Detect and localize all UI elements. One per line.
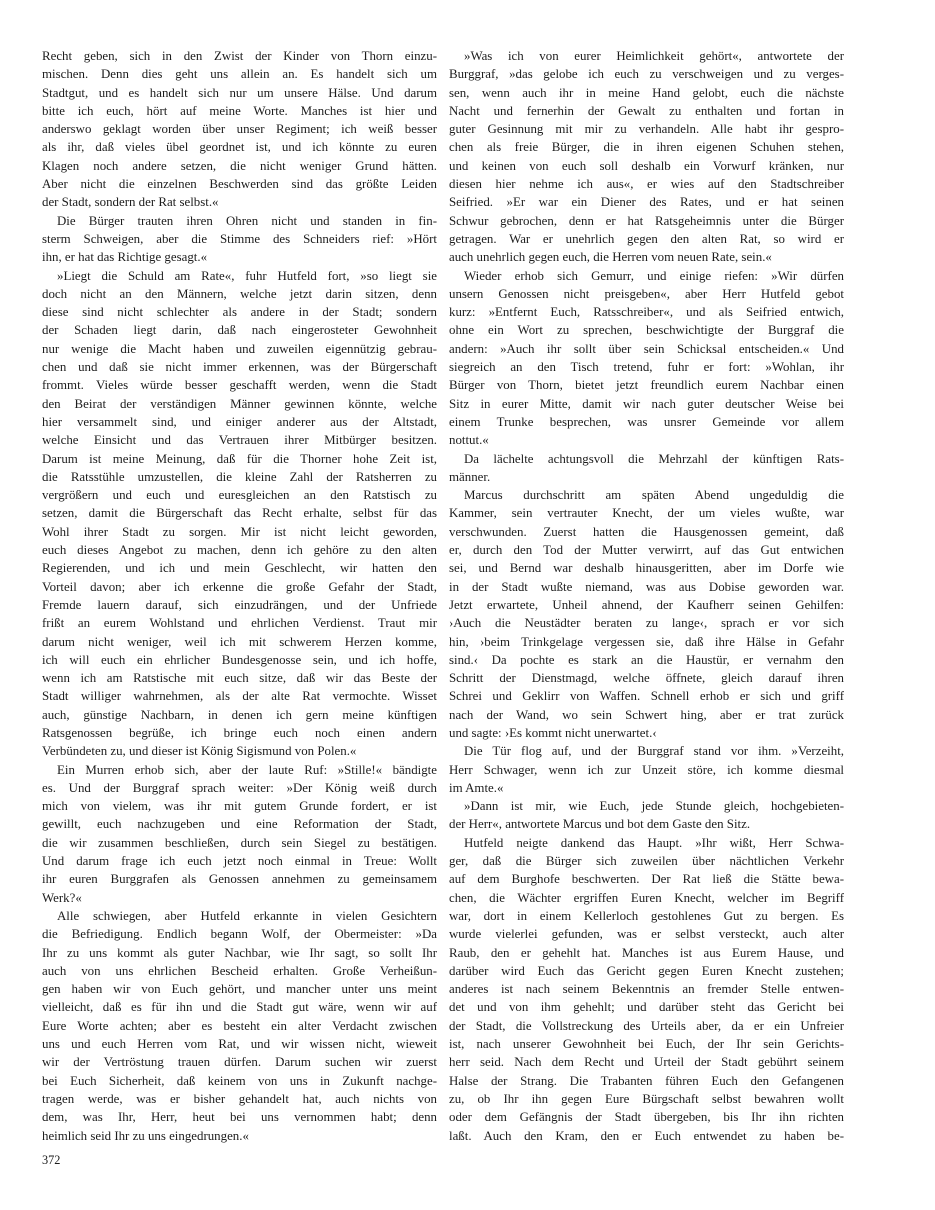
paragraph (42, 267, 437, 761)
text-line: Recht geben, sich in den Zwist der Kinder von Thorn einzu- (42, 49, 437, 63)
paragraph (449, 797, 844, 834)
text-block (42, 47, 844, 1145)
text-line: er, durch den Tod der Mutter verwirrt, auf das Gut entwichen (449, 543, 844, 558)
text-line: es. Und der Burggraf sprach weiter: »Der König weiß durch (42, 780, 437, 795)
text-line: hier versammelt sind, und einiger anderer aus der Altstadt, (42, 414, 437, 429)
text-line: Herr Schwager, wenn ich zur Unzeit störe, ich komme diesmal (449, 762, 844, 777)
text-line: Nacht und fernerhin der Gewalt zu enthalten und fortan in (449, 103, 844, 118)
text-line: der Schaden liegt darin, daß nach eingerosteter Gewohnheit (42, 323, 437, 338)
text-column-left (42, 47, 437, 1145)
text-line: ich will euch ein ehrlicher Bundesgenosse sein, und ich hoffe, (42, 652, 437, 667)
text-line: der Stadt, die Vollstreckung des Urteils aber, da er ein Unfreier (449, 1018, 844, 1033)
text-line: bei Euch Sicherheit, daß keinem von uns in Zukunft nachge- (42, 1073, 437, 1088)
text-line: auch, günstige Nachbarn, in denen ich gern meine künftigen (42, 707, 437, 722)
text-line: Werk?« (42, 890, 82, 905)
text-line: sen, wenn auch ihr in meine Hand gelobt, euch die nächste (449, 85, 844, 100)
text-line: Marcus durchschritt am späten Abend ungeduldig die (464, 488, 844, 503)
text-line: Alle schwiegen, aber Hutfeld erkannte in vielen Gesichtern (57, 908, 437, 923)
text-line: Jetzt erwartete, Unheil ahnend, der Kaufherr seinen Gehilfen: (449, 597, 844, 612)
paragraph (42, 761, 437, 907)
text-line: ihr euren Burggrafen als Genossen annehmen zu gemeinsamem (42, 872, 437, 887)
text-line: vergrößern und euch und euresgleichen an den Ratstisch zu (42, 488, 437, 503)
text-line: einem Trunke besprechen, was unsrer Gemeinde vor allem (449, 414, 844, 429)
text-line: bitte ich euch, hört auf meine Worte. Manches ist hier und (42, 103, 437, 118)
text-line: unsern Genossen nicht preisgeben«, aber Herr Hutfeld gebot (449, 286, 844, 301)
text-line: Ein Murren erhob sich, aber der laute Ruf: »Stille!« bändigte (57, 762, 437, 777)
text-line: kurz: »Entfernt Euch, Ratsschreiber«, und als Seifried entwich, (449, 305, 844, 320)
text-line: Klagen noch andere setzen, die nicht weniger Grund hätten. (42, 158, 437, 173)
text-line: Wieder erhob sich Gemurr, und einige riefen: »Wir dürfen (464, 268, 844, 283)
text-line: tragen werde, was er bisher gehandelt hat, auch nichts von (42, 1091, 437, 1106)
text-line: ihn, er hat das Richtige gesagt.« (42, 250, 208, 265)
paragraph (449, 486, 844, 742)
text-line: dem, was Ihr, Herr, heut bei uns vernommen habt; denn (42, 1110, 437, 1125)
text-line: ist, nach unserer Gewohnheit bei Euch, der Ihr sein Gerichts- (449, 1037, 844, 1052)
text-line: war, dort in einem Kellerloch gestohlenes Gut zu bergen. Es (449, 908, 844, 923)
text-line: hin, ›beim Trinkgelage vergessen sie, daß ihre Hälse in Gefahr (449, 634, 844, 649)
text-line: in der Stadt wußte niemand, was aus Dobise geworden war. (449, 579, 844, 594)
text-line: »Was ich von eurer Heimlichkeit gehört«, antwortete der (464, 49, 844, 63)
text-line: Ratsgenossen begrüße, ich bringe euch noch einen andern (42, 725, 437, 740)
text-line: doch nicht an den Männern, welche jetzt darin sitzen, denn (42, 286, 437, 301)
text-line: oder dem Gefängnis der Stadt übergeben, bis Ihr ihn richten (449, 1110, 844, 1125)
text-line: mich von vielem, was ihr mit gutem Grunde fordert, er ist (42, 799, 437, 814)
text-line: herr seid. Nach dem Recht und Urteil der Stadt gebührt seinem (449, 1055, 844, 1070)
text-line: wir der Vertröstung trauen dürfen. Darum suchen wir zuerst (42, 1055, 437, 1070)
text-line: Burggraf, »das gelobe ich euch zu verschweigen und zu verges- (449, 67, 844, 82)
text-line: verschwunden. Zuerst hatten die Hausgenossen gemeint, daß (449, 524, 844, 539)
text-line: Regierenden, und ich und mein Geschlecht, wir hatten den (42, 561, 437, 576)
text-line: zu, ob Ihr ihn gegen Eure Bürgschaft selbst bewahren wollt (449, 1091, 844, 1106)
text-line: nach der Wand, wo sein Schwert hing, aber er trat zurück (449, 707, 844, 722)
text-line: Wohl ihrer Stadt zu sorgen. Mir ist nicht leicht geworden, (42, 524, 437, 539)
text-line: Stadtgut, und es handelt sich nur um unsere Hälse. Und darum (42, 85, 437, 100)
text-line: gen haben wir von Euch gehört, und mancher unter uns meint (42, 982, 437, 997)
text-line: den Beirat der verständigen Männer gewinnen könnte, welche (42, 396, 437, 411)
text-line: ohne ein Wort zu sprechen, beschwichtigte der Burggraf die (449, 323, 844, 338)
text-line: diesen hier nehme ich aus«, er wies auf den Stadtschreiber (449, 177, 844, 192)
text-line: und keinen von euch soll deshalb ein Vorwurf kränken, nur (449, 158, 844, 173)
text-line: Aber nicht die einzelnen Beschwerden sind das größte Leiden (42, 177, 437, 192)
text-line: Schwur gebrochen, denn er hat Ratsgeheimnis unter die Bürger (449, 213, 844, 228)
text-line: Fremde lauern darauf, sich einzudrängen, und der Unfriede (42, 597, 437, 612)
text-line: euch dieses Angebot zu machen, denn ich gehöre zu den alten (42, 543, 437, 558)
text-line: auf dem Burghofe beschwerten. Der Rat ließ die Stätte bewa- (449, 872, 844, 887)
text-line: Die Bürger trauten ihren Ohren nicht und standen in fin- (57, 213, 437, 228)
paragraph (449, 47, 844, 267)
text-line: männer. (449, 469, 491, 484)
text-line: chen und daß sie nicht immer erkennen, was der Bürgerschaft (42, 360, 437, 375)
text-line: det und von ihm gehehlt; und darüber steht das Gericht bei (449, 1000, 844, 1015)
text-line: und sagte: ›Es kommt nicht unerwartet.‹ (449, 725, 657, 740)
text-line: wurde vielerlei gefunden, was er selbst versteckt, auch alter (449, 927, 844, 942)
page-number: 372 (42, 1153, 61, 1167)
text-line: Schrei und Geklirr von Waffen. Schnell erhob er sich und griff (449, 689, 844, 704)
text-line: wenn ich am Ratstische mit euch sitze, daß wir das Beste der (42, 671, 437, 686)
text-line: Kammer, sein vertrauter Knecht, der um vieles wußte, war (449, 506, 844, 521)
text-line: der Herr«, antwortete Marcus und bot dem Gaste den Sitz. (449, 817, 751, 832)
text-line: Bürger von Thorn, bietet jetzt freundlich eurem Nachbar einen (449, 378, 844, 393)
text-line: ›Auch die Neustädter beraten zu lange‹, sprach er vor sich (449, 616, 844, 631)
text-line: frißt an eurem Wohlstand und ehrlichen Verdienst. Traut mir (42, 616, 437, 631)
text-line: diese sind nicht schlechter als andere in der Stadt; sondern (42, 305, 437, 320)
text-line: frommt. Vieles würde besser geschafft werden, wenn die Stadt (42, 378, 437, 393)
text-line: Verbündeten zu, und dieser ist König Sigismund von Polen.« (42, 744, 357, 759)
text-line: heimlich seid Ihr zu uns eingedrungen.« (42, 1128, 249, 1143)
paragraph (449, 450, 844, 487)
text-line: sind.‹ Da pochte es stark an die Haustür, er vernahm den (449, 652, 844, 667)
text-line: chen als freie Bürger, die in ihren eigenen Schuhen stehen, (449, 140, 844, 155)
text-line: uns und euch Herren vom Rat, und wir wissen nicht, wieweit (42, 1037, 437, 1052)
text-line: als ihr, daß vieles übel geordnet ist, und ich könnte zu euren (42, 140, 437, 155)
text-line: mischen. Denn dies geht uns allein an. Es handelt sich um (42, 67, 437, 82)
text-column-right (449, 47, 844, 1145)
text-line: vielleicht, daß es für ihn und die Stadt gut wäre, wenn wir auf (42, 1000, 437, 1015)
text-line: »Liegt die Schuld am Rate«, fuhr Hutfeld fort, »so liegt sie (57, 268, 437, 283)
text-line: sterm Schweigen, aber die Stimme des Schneiders rief: »Hört (42, 231, 437, 246)
text-line: siegreich an den Tisch tretend, fuhr er fort: »Wohlan, ihr (449, 360, 844, 375)
text-line: Stadt williger wahrnehmen, als der alte Rat vermochte. Wisset (42, 689, 437, 704)
text-line: Sitz in eurer Mitte, damit wir nach guter deutscher Weise bei (449, 396, 844, 411)
text-line: Die Tür flog auf, und der Burggraf stand vor ihm. »Verzeiht, (464, 744, 844, 759)
paragraph (42, 212, 437, 267)
text-line: nottut.« (449, 433, 489, 448)
text-line: die Befriedigung. Endlich begann Wolf, der Obermeister: »Da (42, 927, 437, 942)
text-line: andern: »Auch ihr sollt über sein Schicksal entscheiden.« Und (449, 341, 844, 356)
text-line: setzen, damit die Bürgerschaft das Recht erhalte, selbst für das (42, 506, 437, 521)
text-line: die Ratsstühle umzustellen, die kleine Zahl der Ratsherren zu (42, 469, 437, 484)
text-line: Hutfeld neigte dankend das Haupt. »Ihr wißt, Herr Schwa- (464, 835, 844, 850)
paragraph (449, 742, 844, 797)
text-line: guter Gesinnung mit mir zu verhandeln. Alle habt ihr gespro- (449, 122, 844, 137)
text-line: nur wenige die Macht haben und zuweilen eigennützig gebrau- (42, 341, 437, 356)
text-line: ger, daß die Bürger sich zuweilen über nächtlichen Verkehr (449, 854, 844, 869)
text-line: Darum ist meine Meinung, daß für die Thorner hohe Zeit ist, (42, 451, 437, 466)
paragraph (449, 834, 844, 1145)
text-line: anderes ist nach seinem Bekenntnis an fremder Stelle entwen- (449, 982, 844, 997)
text-line: Schritt der Dienstmagd, welche öffnete, gleich darauf ihren (449, 671, 844, 686)
text-line: darüber wird Euch das Gericht gegen Euren Knecht zustehen; (449, 963, 844, 978)
text-line: »Dann ist mir, wie Euch, jede Stunde gleich, hochgebieten- (464, 799, 844, 814)
text-line: darum nicht weniger, weil ich mit schwerem Herzen komme, (42, 634, 437, 649)
text-line: getragen. War er unehrlich gegen den alten Rat, so wird er (449, 231, 844, 246)
text-line: chen, die Wächter ergriffen Euren Knecht, welcher im Begriff (449, 890, 844, 905)
text-line: Seifried. »Er war ein Diener des Rates, und er hat seinen (449, 195, 844, 210)
paragraph (42, 47, 437, 212)
text-line: Eure Worte achten; aber es besteht ein alter Verdacht zwischen (42, 1018, 437, 1033)
text-line: auch von uns ehrlichen Bescheid erhalten. Große Verheißun- (42, 963, 437, 978)
paragraph (449, 267, 844, 450)
text-line: Da lächelte achtungsvoll die Mehrzahl der künftigen Rats- (464, 451, 844, 466)
text-line: sei, und Bernd war deshalb hinausgeritten, aber im Dorfe wie (449, 561, 844, 576)
paragraph (42, 907, 437, 1145)
text-line: Und darum frage ich euch jetzt noch einmal in Treue: Wollt (42, 854, 437, 869)
text-line: der Stadt, sondern der Rat selbst.« (42, 195, 219, 210)
text-line: laßt. Auch den Kram, den er Euch entwendet zu haben be- (449, 1128, 844, 1143)
text-line: im Amte.« (449, 780, 504, 795)
text-line: gewillt, euch nachzugeben und eine Reformation der Stadt, (42, 817, 437, 832)
text-line: Halse der Strang. Die Trabanten führen Euch den Gefangenen (449, 1073, 844, 1088)
text-line: Ihr zu uns kommt als guter Nachbar, wie Ihr sagt, so sollt Ihr (42, 945, 437, 960)
text-line: Raub, den er gehehlt hat. Manches ist aus Eurem Hause, und (449, 945, 844, 960)
text-line: die wir zusammen beschließen, durch sein Siegel zu bestätigen. (42, 835, 437, 850)
text-line: Vorteil davon; aber ich erkenne die große Gefahr der Stadt, (42, 579, 437, 594)
text-line: welche Einsicht und das Vertrauen ihrer Mitbürger besitzen. (42, 433, 437, 448)
text-line: auch unehrlich gegen euch, die Herren vom neuen Rate, sein.« (449, 250, 772, 265)
text-line: anderswo geklagt worden über unser Regiment; ich weiß besser (42, 122, 437, 137)
